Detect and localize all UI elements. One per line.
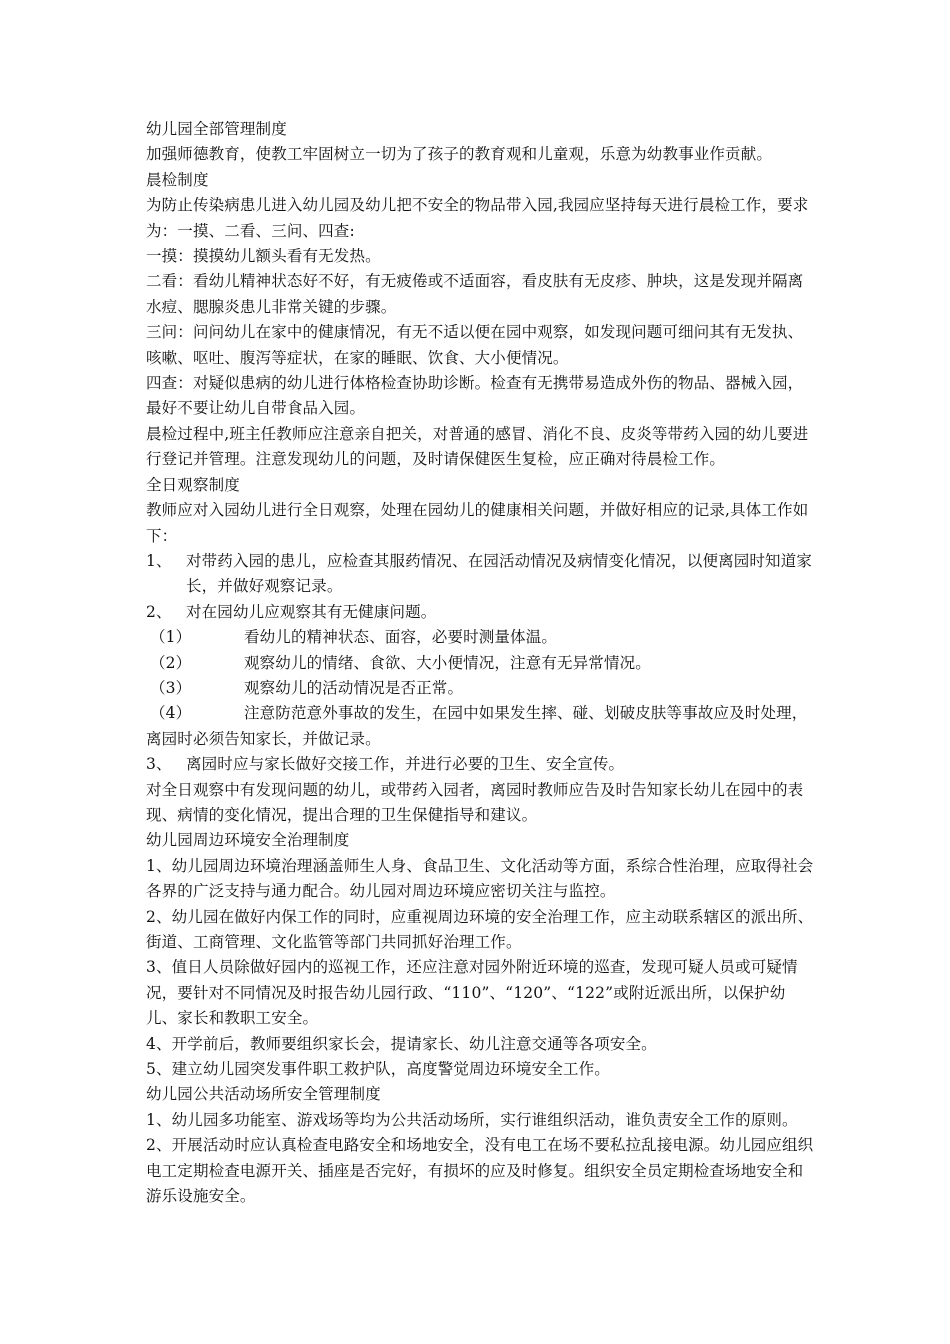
sub-list-item-text: 观察幼儿的情绪、食欲、大小便情况，注意有无异常情况。 [244,653,651,672]
document-body [146,117,814,1209]
sub-list-item-number: （2） [150,653,192,672]
numbered-paragraph: 4、开学前后，教师要组织家长会，提请家长、幼儿注意交通等各项安全。 [146,1034,657,1053]
sub-list-item-number: （3） [150,678,192,697]
sub-list-item [146,676,814,701]
numbered-paragraph: 5、建立幼儿园突发事件职工救护队，高度警觉周边环境安全工作。 [146,1060,610,1079]
list-item [146,549,814,600]
paragraph: 为防止传染病患儿进入幼儿园及幼儿把不安全的物品带入园,我园应坚持每天进行晨检工作，要求为：一摸、二看、三问、四查: [146,196,809,240]
list-item [146,600,814,625]
paragraph: 四查：对疑似患病的幼儿进行体格检查协助诊断。检查有无携带易造成外伤的物品、器械入园，最好不要让幼儿自带食品入园。 [146,374,804,418]
paragraph: 晨检过程中,班主任教师应注意亲自把关，对普通的感冒、消化不良、皮炎等带药入园的幼儿要进行登记并管理。注意发现幼儿的问题，及时请保健医生复检，应正确对待晨检工作。 [146,424,809,469]
section-heading-morning-check: 晨检制度 [146,170,209,189]
sub-list-item-text: 观察幼儿的活动情况是否正常。 [244,678,464,697]
intro-paragraph: 加强师德教育，使教工牢固树立一切为了孩子的教育观和儿童观，乐意为幼教事业作贡献。 [146,145,773,164]
list-item-text: 对带药入园的患儿，应检查其服药情况、在园活动情况及病情变化情况，以便离园时知道家长，并做好观察记录。 [186,551,813,596]
sub-list-item [146,701,814,752]
paragraph: 二看：看幼儿精神状态好不好，有无疲倦或不适面容，看皮肤有无皮疹、肿块，这是发现并隔离水痘、腮腺炎患儿非常关键的步骤。 [146,272,804,316]
list-item [146,752,814,777]
numbered-paragraph: 2、开展活动时应认真检查电路安全和场地安全，没有电工在场不要私拉乱接电源。幼儿园应组织电工定期检查电源开关、插座是否完好，有损坏的应及时修复。组织安全员定期检查场地安全和游乐设施安全。 [146,1136,814,1206]
list-item-number: 3、 [146,755,172,774]
sub-list-item [146,625,814,650]
sub-list-item-text: 看幼儿的精神状态、面容，必要时测量体温。 [244,628,558,647]
list-item-text: 对在园幼儿应观察其有无健康问题。 [186,602,437,621]
section-heading-surrounding-safety: 幼儿园周边环境安全治理制度 [146,831,350,850]
numbered-paragraph: 3、值日人员除做好园内的巡视工作，还应注意对园外附近环境的巡查，发现可疑人员或可疑情况，要针对不同情况及时报告幼儿园行政、“110”、“120”、“122”或附近派出所，以保护幼儿、家长和教职工安全。 [146,958,798,1028]
sub-list-item-number: （1） [150,628,192,647]
paragraph: 三问：问问幼儿在家中的健康情况，有无不适以便在园中观察，如发现问题可细问其有无发执、咳嗽、呕吐、腹泻等症状，在家的睡眠、饮食、大小便情况。 [146,323,804,367]
numbered-paragraph: 1、幼儿园多功能室、游戏场等均为公共活动场所，实行谁组织活动，谁负责安全工作的原则。 [146,1110,798,1129]
section-heading-public-venue-safety: 幼儿园公共活动场所安全管理制度 [146,1085,381,1104]
paragraph: 对全日观察中有发现问题的幼儿，或带药入园者，离园时教师应告及时告知家长幼儿在园中的表现、病情的变化情况，提出合理的卫生保健指导和建议。 [146,780,804,824]
numbered-paragraph: 1、幼儿园周边环境治理涵盖师生人身、食品卫生、文化活动等方面，系综合性治理，应取得社会各界的广泛支持与通力配合。幼儿园对周边环境应密切关注与监控。 [146,856,814,901]
sub-list-item [146,651,814,676]
paragraph: 一摸：摸摸幼儿额头看有无发热。 [146,247,381,266]
list-item-text: 离园时应与家长做好交接工作，并进行必要的卫生、安全宣传。 [186,755,625,774]
section-heading-daily-observation: 全日观察制度 [146,475,240,494]
numbered-paragraph: 2、幼儿园在做好内保工作的同时，应重视周边环境的安全治理工作，应主动联系辖区的派出所、街道、工商管理、文化监管等部门共同抓好治理工作。 [146,907,814,951]
paragraph: 教师应对入园幼儿进行全日观察，处理在园幼儿的健康相关问题，并做好相应的记录,具体工作如下： [146,501,809,545]
list-item-number: 1、 [146,551,172,570]
sub-list-item-text: 注意防范意外事故的发生，在园中如果发生摔、碰、划破皮肤等事故应及时处理，离园时必须告知家长，并做记录。 [146,704,808,748]
document-title: 幼儿园全部管理制度 [146,120,287,138]
list-item-number: 2、 [146,602,172,621]
sub-list-item-number: （4） [150,704,192,723]
